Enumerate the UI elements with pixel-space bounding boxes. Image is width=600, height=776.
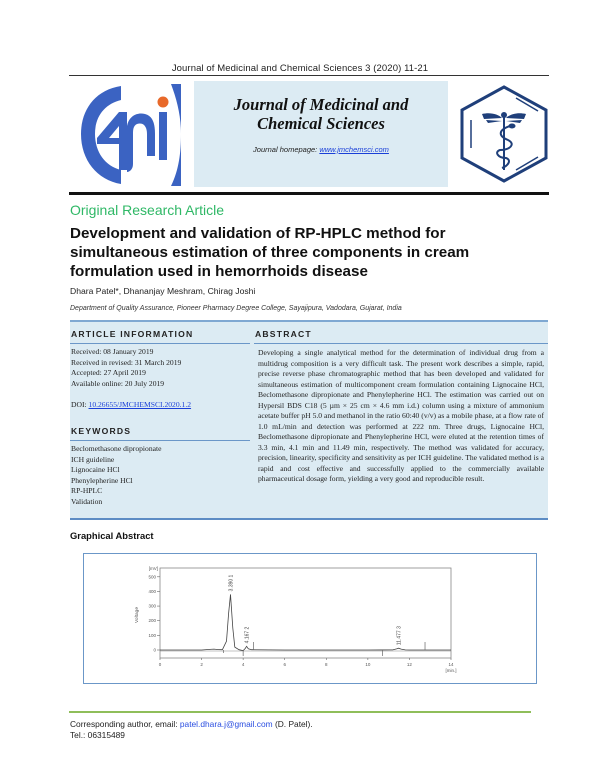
masthead-divider xyxy=(69,192,549,195)
telephone: Tel.: 06315489 xyxy=(70,729,125,740)
article-info-column xyxy=(70,322,250,518)
journal-masthead xyxy=(194,81,448,187)
svg-text:400: 400 xyxy=(148,588,156,594)
article-title: Development and validation of RP-HPLC method for simultaneous estimation of three components in cream formulation used in hemorrhoids disease xyxy=(70,225,470,280)
corresponding-label: Corresponding author, email: xyxy=(70,719,180,729)
jmcs-logo-icon xyxy=(75,82,183,188)
svg-text:3.390 1: 3.390 1 xyxy=(228,574,235,592)
doi-link[interactable]: 10.26655/JMCHEMSCI.2020.1.2 xyxy=(88,400,192,409)
svg-text:Voltage: Voltage xyxy=(135,606,140,624)
svg-text:300: 300 xyxy=(148,603,156,609)
article-info-box xyxy=(70,320,548,520)
authors: Dhara Patel*, Dhananjay Meshram, Chirag Joshi xyxy=(70,286,256,296)
keyword-item: RP-HPLC xyxy=(71,486,103,496)
abstract-text: Developing a single analytical method for the determination of individual drug from a multidrug composition is a very difficult task. The present work describes a simple, rapid, precise reverse phase chromatographic method that has been developed and validated for simultaneous estimation of multicomponent cream formulation containing Lignocaine HCl, Beclomethasone dipropionate and Phenylepherine HCl. The estimation was carried out on Hypersil BDS C18 (5 µm × 25 cm × 4.6 mm i.d.) column using a mixture of ammonium acetate buffer pH 5.0 and methanol in the ratio 60:40 (v/v) as a mobile phase, at a flow rate of 1.0 mL/min and detection was performed at 222 nm. Three drugs, Lignocaine HCl, Beclomethasone dipropionate and Phenylepherine HCl, were eluted at the retention times of 3.3 min, 4.1 min and 11.49 min, respectively. The method was validated for accuracy, precision, linearity, specificity and sensitivity as per ICH guideline. The validated method is a rapid and cost effective and successfully applied to the commercially available pharmaceutical dosage form, yielding a very good and reproducible result. xyxy=(258,348,544,483)
email-link[interactable]: patel.dhara.j@gmail.com xyxy=(179,719,273,729)
svg-text:100: 100 xyxy=(148,632,156,638)
svg-text:4.167 2: 4.167 2 xyxy=(244,626,251,644)
date-received: Received: 08 January 2019 xyxy=(71,347,154,356)
homepage-link[interactable]: www.jmchemsci.com xyxy=(319,145,389,154)
keywords-heading: KEYWORDS xyxy=(70,419,250,441)
svg-text:12: 12 xyxy=(406,662,412,667)
svg-text:2: 2 xyxy=(200,662,203,667)
doi xyxy=(70,400,250,409)
article-type: Original Research Article xyxy=(70,202,225,218)
date-online: Available online: 20 July 2019 xyxy=(71,378,165,388)
article-info-heading: ARTICLE INFORMATION xyxy=(70,322,250,344)
keyword-item: ICH guideline xyxy=(71,454,115,464)
keywords-list xyxy=(70,441,250,508)
journal-homepage xyxy=(194,145,448,154)
keyword-item: Phenylepherine HCl xyxy=(71,475,133,485)
date-revised: Received in revised: 31 March 2019 xyxy=(71,357,182,367)
article-dates xyxy=(70,344,250,389)
doi-label: DOI: xyxy=(71,400,89,409)
svg-text:6: 6 xyxy=(283,662,286,667)
homepage-label: Journal homepage: xyxy=(253,145,320,154)
svg-text:0: 0 xyxy=(158,662,162,667)
keyword-item: Validation xyxy=(71,496,103,506)
header-rule xyxy=(69,75,549,76)
svg-text:4: 4 xyxy=(241,662,245,667)
keyword-item: Beclomethasone dipropionate xyxy=(71,444,162,453)
svg-text:10: 10 xyxy=(365,662,371,667)
svg-text:[min.]: [min.] xyxy=(445,668,457,673)
footer-rule xyxy=(69,711,531,713)
svg-text:8: 8 xyxy=(325,662,328,667)
svg-text:500: 500 xyxy=(148,574,156,580)
corresponding-suffix: (D. Patel). xyxy=(272,719,313,729)
corresponding-author xyxy=(70,719,313,730)
abstract-column xyxy=(254,322,548,518)
graphical-abstract-chart xyxy=(83,553,537,684)
svg-text:200: 200 xyxy=(148,618,156,624)
footnote xyxy=(70,719,313,740)
svg-text:0: 0 xyxy=(153,647,156,653)
caduceus-hexagon-icon xyxy=(458,84,550,184)
journal-title: Journal of Medicinal and Chemical Sciences xyxy=(233,95,409,133)
date-accepted: Accepted: 27 April 2019 xyxy=(71,368,146,377)
svg-text:11.477 3: 11.477 3 xyxy=(396,626,403,646)
keyword-item: Lignocaine HCl xyxy=(71,465,120,475)
abstract-heading: ABSTRACT xyxy=(254,322,548,344)
svg-text:[mV]: [mV] xyxy=(148,566,158,571)
svg-text:14: 14 xyxy=(448,662,454,667)
running-head: Journal of Medicinal and Chemical Sciences 3 (2020) 11-21 xyxy=(171,63,429,74)
affiliation: Department of Quality Assurance, Pioneer Pharmacy Degree College, Sayajipura, Vadodara, Gujarat, India xyxy=(70,305,402,312)
chromatogram-plot xyxy=(84,554,536,683)
graphical-abstract-heading: Graphical Abstract xyxy=(70,530,154,541)
